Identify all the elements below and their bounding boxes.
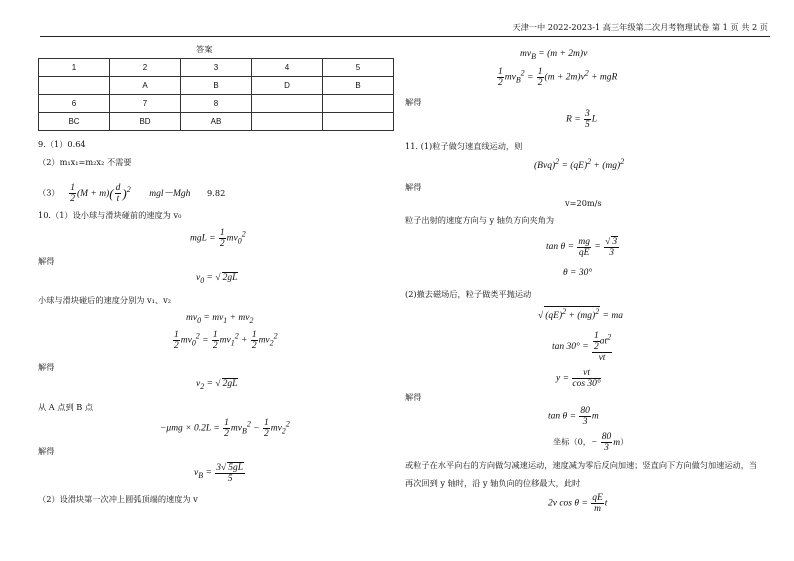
q10-eq-energy-conservation: $\frac{1}{2}$ $mv_0^2$ = $\frac{1}{2}$ $mv_1^2$ + $\frac{1}{2}$ $mv_2^2$ [174, 330, 278, 351]
table-row [39, 95, 394, 113]
q10-eq-v0: $v_0$ = √ 2gL [196, 273, 238, 285]
table-cell [252, 95, 323, 113]
table-cell: 1 [39, 59, 110, 77]
page-header: 天津一中 2022-2023-1 高三年级第二次月考物理试卷 第 1 页 共 2 页 [512, 22, 768, 32]
q10-a-to-b: 从 A 点到 B 点 [38, 402, 94, 412]
table-cell [323, 113, 394, 131]
q10-eq-momentum: $mv_0 = mv_1 + mv_2$ [186, 313, 254, 325]
q9-line3-label: （3） [38, 187, 60, 198]
right-jiede-3: 解得 [405, 392, 422, 402]
q10-after-collision: 小球与滑块碰后的速度分别为 v₁、v₂ [38, 295, 172, 305]
header-rule [40, 36, 770, 37]
right-jiede-1: 解得 [405, 97, 422, 107]
table-cell [323, 95, 394, 113]
q10-intro: 10.（1）设小球与滑块碰前的速度为 v₀ [38, 210, 182, 220]
table-cell: 5 [323, 59, 394, 77]
q11-eq-tan: tan θ = $\frac{mg}{qE}$ = $\frac{√ 3}{3}$ [546, 236, 618, 258]
q11-eq-tan-theta: tan θ = $\frac{80}{3}$ m [548, 406, 599, 427]
q11-angle-text: 粒子出射的速度方向与 y 轴负方向夹角为 [405, 215, 555, 225]
q9-value: 9.82 [207, 187, 226, 198]
table-cell [39, 77, 110, 95]
table-cell: 7 [110, 95, 181, 113]
q11-eq-y: y = $\frac{vt}{\cos 30^\circ}$ [556, 368, 601, 389]
right-eq-r: R = $\frac{3}{5}$ L [566, 109, 598, 130]
answer-title: 答案 [196, 44, 213, 54]
q10-eq-vb: $v_B$ = $\frac{3√ 5gL}{5}$ [194, 463, 243, 484]
right-eq-energy: $\frac{1}{2}$ $mv_B^2$ = $\frac{1}{2}$ $(m + 2m)v^2$ + mgR [498, 67, 618, 88]
q11-coordinate: 坐标（0，− $\frac{80}{3}$ m） [553, 432, 629, 453]
coord-end: ） [620, 436, 629, 447]
table-row [39, 77, 394, 95]
right-eq-momentum: $mv_B = (m + 2m)v$ [520, 49, 588, 61]
q9-formula-1: $\frac{1}{2}$ (M + m)( $\frac{d}{t}$ )$^2$ [70, 183, 131, 204]
q11-v-value: v=20m/s [565, 198, 602, 208]
q11-eq-final: 2v cos θ = $\frac{qE}{m}$ t [548, 493, 608, 514]
table-row [39, 113, 394, 131]
q11-eq-balance: (Bvq)$^2$ = (qE)$^2$ + (mg)$^2$ [534, 157, 625, 172]
table-cell: BD [110, 113, 181, 131]
table-cell: AB [181, 113, 252, 131]
q10-jiede-1: 解得 [38, 256, 55, 266]
q10-part2: （2）设滑块第一次冲上圆弧顶端的速度为 v [38, 494, 198, 504]
table-row [39, 59, 394, 77]
q9-line3 [38, 183, 225, 204]
table-cell [252, 113, 323, 131]
q11-part1: 11. (1)粒子做匀速直线运动，则 [405, 141, 523, 151]
q10-jiede-2: 解得 [38, 362, 55, 372]
q11-para2: 再次回到 y 轴时，沿 y 轴负向的位移最大，此时 [405, 478, 581, 488]
q10-eq-energy: mgL = $\frac{1}{2}$ $mv_0^2$ [190, 228, 246, 249]
q10-eq-work-energy: −μmg × 0.2L = $\frac{1}{2}$ $mv_B^2$ − $\frac{1}{2}$ $mv_2^2$ [160, 418, 290, 439]
q9-formula-2: mgl－Mgh [149, 188, 191, 199]
q11-para1: 或粒子在水平向右的方向做匀减速运动，速度减为零后反向加速；竖直向下方向做匀加速运动，当 [405, 460, 758, 470]
q11-eq-tan30: tan 30° = $\frac{1}{2}$ $at^2$ vt [552, 331, 612, 363]
q11-eq-theta: θ = 30° [563, 268, 593, 278]
table-cell: D [252, 77, 323, 95]
q10-eq-v2: $v_2$ = √ 2gL [196, 379, 238, 391]
answer-table [38, 58, 394, 131]
q11-part2: (2)撤去磁场后，粒子做类平抛运动 [405, 289, 532, 299]
q9-line1: 9.（1）0.64 [38, 139, 86, 149]
table-cell: B [323, 77, 394, 95]
table-cell: 8 [181, 95, 252, 113]
q11-eq-force: √ (qE)$^2$ + (mg)$^2$ = ma [538, 307, 623, 322]
table-cell: B [181, 77, 252, 95]
table-cell: A [110, 77, 181, 95]
q10-jiede-3: 解得 [38, 446, 55, 456]
table-cell: 2 [110, 59, 181, 77]
right-jiede-2: 解得 [405, 182, 422, 192]
table-cell: 3 [181, 59, 252, 77]
table-cell: 4 [252, 59, 323, 77]
table-cell: 6 [39, 95, 110, 113]
coord-label: 坐标（0， [553, 436, 591, 447]
table-cell: BC [39, 113, 110, 131]
q9-line2: （2）m₁x₁=m₂x₂ 不需要 [38, 157, 132, 167]
